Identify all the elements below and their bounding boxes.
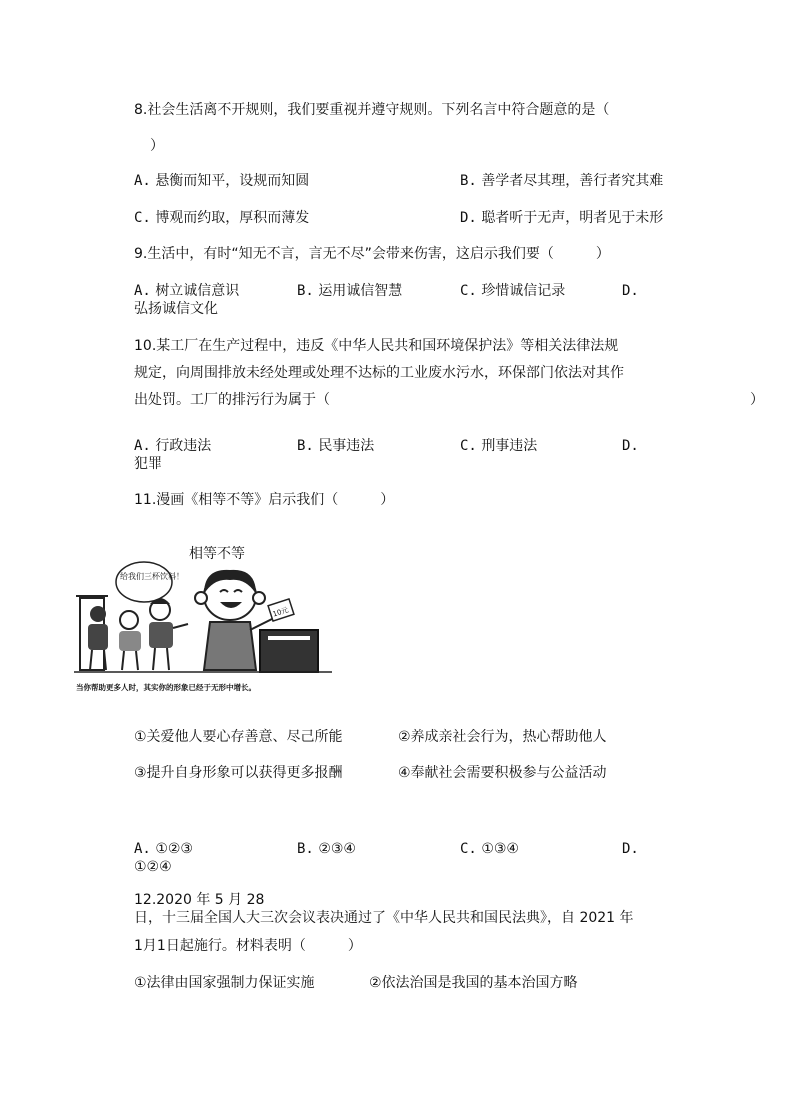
q10-stem-line2: 规定，向周围排放未经处理或处理不达标的工业废水污水，环保部门依法对其作	[134, 365, 624, 381]
option-label: B.	[297, 438, 314, 454]
q10-option-a	[134, 437, 211, 455]
option-label: B.	[460, 173, 477, 189]
option-label: A.	[134, 841, 151, 857]
q9-option-a	[134, 282, 239, 300]
q10-option-c	[460, 437, 537, 455]
cartoon-image	[74, 538, 332, 698]
q8-option-b	[460, 172, 663, 190]
big-figure-body	[204, 622, 256, 670]
option-label: B.	[297, 283, 314, 299]
cartoon-title: 相等不等	[189, 546, 245, 562]
q12-statement-1: ①法律由国家强制力保证实施	[134, 975, 315, 991]
option-label: C.	[460, 841, 477, 857]
q10-stem-line3: 出处罚。工厂的排污行为属于（	[134, 392, 330, 408]
q12-stem-line3: 1月1日起施行。材料表明（ ）	[134, 938, 362, 954]
q12-stem-line2: 日，十三届全国人大三次会议表决通过了《中华人民共和国民法典》，自 2021 年	[134, 910, 634, 926]
figure-head	[120, 611, 138, 629]
option-label: A.	[134, 173, 151, 189]
money-note-text: 10元	[271, 605, 290, 619]
figure-head	[90, 606, 106, 622]
q10-option-b	[297, 437, 374, 455]
option-text: 善学者尽其理，善行者究其难	[481, 173, 664, 189]
q9-option-c	[460, 282, 565, 300]
q9-option-d-label: D.	[622, 283, 639, 299]
q11-option-c	[460, 840, 519, 858]
q11-stem: 11.漫画《相等不等》启示我们（ ）	[134, 492, 395, 508]
q10-stem-line1: 10.某工厂在生产过程中，违反《中华人民共和国环境保护法》等相关法律法规	[134, 338, 619, 354]
option-label: B.	[297, 841, 314, 857]
q11-statement-3: ③提升自身形象可以获得更多报酬	[134, 765, 343, 781]
option-label: A.	[134, 283, 151, 299]
q8-stem-close: ）	[150, 138, 164, 154]
option-text: 民事违法	[318, 438, 375, 454]
option-text: ②③④	[318, 841, 356, 857]
q8-stem: 8.社会生活离不开规则，我们要重视并遵守规则。下列名言中符合题意的是（	[134, 102, 610, 118]
q8-option-c	[134, 209, 309, 227]
speech-bubble	[116, 562, 172, 602]
option-text: 聪者听于无声，明者见于未形	[481, 210, 664, 226]
option-label: D.	[460, 210, 477, 226]
option-text: 悬衡而知平，设规而知圆	[155, 173, 310, 189]
q10-option-d-label: D.	[622, 438, 639, 454]
option-text: 树立诚信意识	[155, 283, 240, 299]
option-label: A.	[134, 438, 151, 454]
option-text: 刑事违法	[481, 438, 538, 454]
q9-option-b	[297, 282, 402, 300]
q11-option-a	[134, 840, 193, 858]
q8-option-d	[460, 209, 663, 227]
figure-body	[119, 631, 141, 651]
option-label: C.	[460, 438, 477, 454]
q8-option-a	[134, 172, 309, 190]
q11-option-d-label: D.	[622, 841, 639, 857]
q9-option-d-text: 弘扬诚信文化	[134, 301, 218, 317]
option-label: C.	[460, 283, 477, 299]
option-text: 行政违法	[155, 438, 212, 454]
option-text: ①②③	[155, 841, 193, 857]
option-text: 运用诚信智慧	[318, 283, 403, 299]
figure-body	[149, 622, 173, 648]
q10-option-d-text: 犯罪	[134, 456, 162, 472]
q9-stem: 9.生活中，有时“知无不言，言无不尽”会带来伤害，这启示我们要（ ）	[134, 246, 610, 262]
option-text: 博观而约取，厚积而薄发	[155, 210, 310, 226]
q10-stem-close: ）	[750, 392, 764, 408]
option-text: 珍惜诚信记录	[481, 283, 566, 299]
cartoon-caption: 当你帮助更多人时，其实你的形象已经于无形中增长。	[76, 683, 256, 692]
q12-stem-line1: 12.2020 年 5 月 28	[134, 892, 265, 908]
option-text: ①③④	[481, 841, 519, 857]
q11-option-b	[297, 840, 356, 858]
figure-body	[88, 624, 108, 650]
q11-statement-1: ①关爱他人要心存善意、尽己所能	[134, 729, 343, 745]
speech-text: 给我们三杯饮料！	[120, 572, 184, 581]
option-label: C.	[134, 210, 151, 226]
q11-option-d-text: ①②④	[134, 859, 172, 875]
q12-statement-2: ②依法治国是我国的基本治国方略	[369, 975, 578, 991]
q11-statement-4: ④奉献社会需要积极参与公益活动	[398, 765, 607, 781]
q11-statement-2: ②养成亲社会行为，热心帮助他人	[398, 729, 607, 745]
